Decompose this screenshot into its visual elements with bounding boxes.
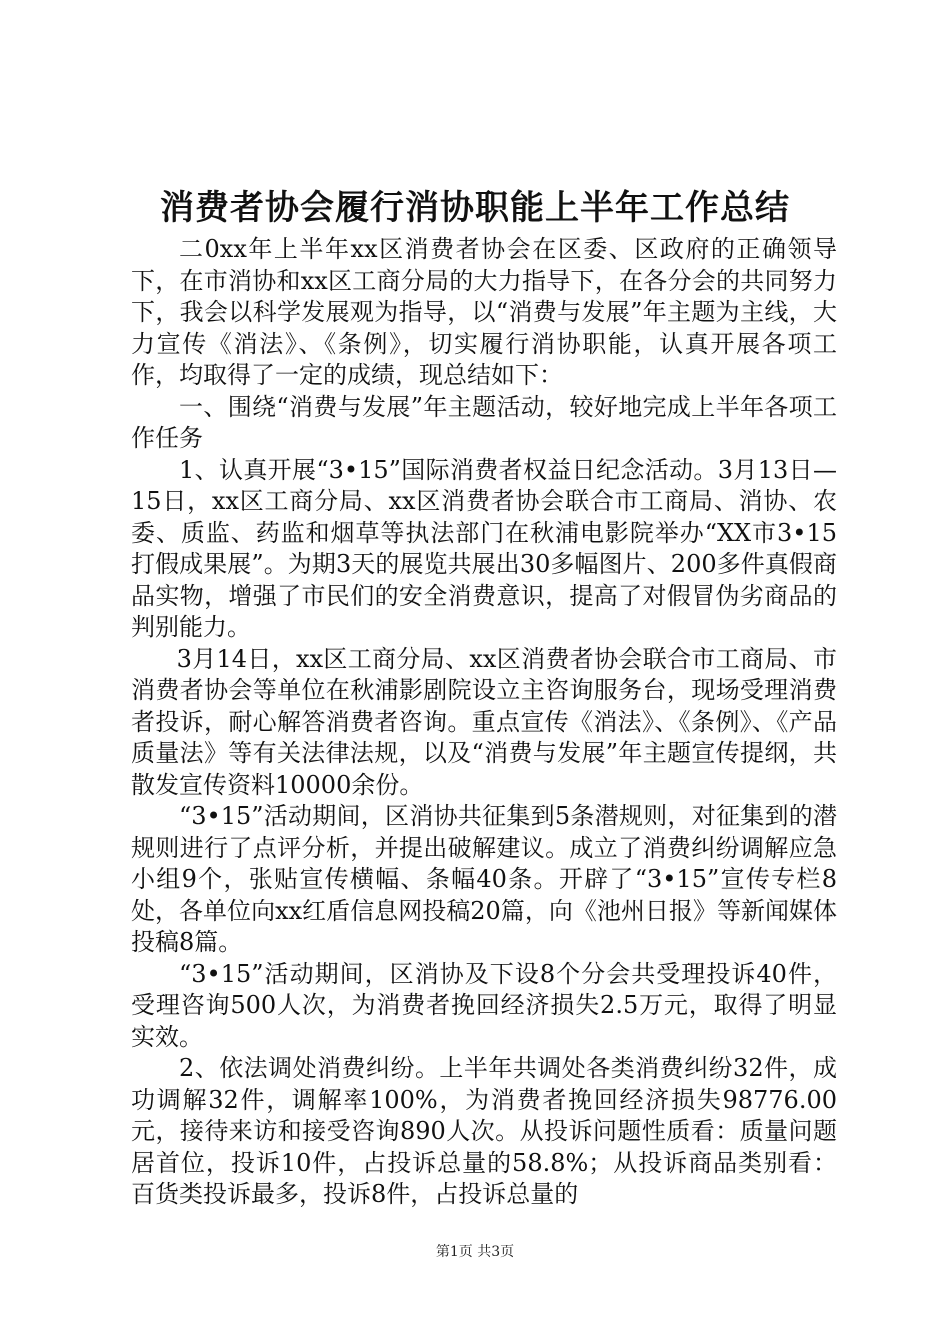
paragraph-march-14: 3月14日，xx区工商分局、xx区消费者协会联合市工商局、市消费者协会等单位在秋浦影剧院设立主咨询服务台，现场受理消费者投诉，耐心解答消费者咨询。重点宣传《消法》、《条例》、《产品质量法》等有关法律法规，以及“消费与发展”年主题宣传提纲，共散发宣传资料10000余份。 xyxy=(131,644,837,799)
page-number: 第1页 共3页 xyxy=(435,1244,515,1260)
paragraph-rules: “3•15”活动期间，区消协共征集到5条潜规则，对征集到的潜规则进行了点评分析，并提出破解建议。成立了消费纠纷调解应急小组9个，张贴宣传横幅、条幅40条。开辟了“3•15”宣传专栏8处，各单位向xx红盾信息网投稿20篇，向《池州日报》等新闻媒体投稿8篇。 xyxy=(131,802,837,956)
document-title: 消费者协会履行消协职能上半年工作总结 xyxy=(160,188,790,228)
paragraph-complaints: “3•15”活动期间，区消协及下设8个分会共受理投诉40件，受理咨询500人次，为消费者挽回经济损失2.5万元，取得了明显实效。 xyxy=(131,959,837,1051)
paragraph-intro: 二0xx年上半年xx区消费者协会在区委、区政府的正确领导下，在市消协和xx区工商分局的大力指导下，在各分会的共同努力下，我会以科学发展观为指导，以“消费与发展”年主题为主线，大力宣传《消法》、《条例》，切实履行消协职能，认真开展各项工作，均取得了一定的成绩，现总结如下： xyxy=(131,235,837,389)
document-body xyxy=(131,234,837,1211)
paragraph-section-heading: 一、围绕“消费与发展”年主题活动，较好地完成上半年各项工作任务 xyxy=(131,392,837,452)
paragraph-item-1: 1、认真开展“3•15”国际消费者权益日纪念活动。3月13日—15日，xx区工商分局、xx区消费者协会联合市工商局、消协、农委、质监、药监和烟草等执法部门在秋浦电影院举办“XX市3•15打假成果展”。为期3天的展览共展出30多幅图片、200多件真假商品实物，增强了市民们的安全消费意识，提高了对假冒伪劣商品的判别能力。 xyxy=(131,455,837,641)
paragraph-item-2: 2、依法调处消费纠纷。上半年共调处各类消费纠纷32件，成功调解32件，调解率100%，为消费者挽回经济损失98776.00元，接待来访和接受咨询890人次。从投诉问题性质看：质量问题居首位，投诉10件，占投诉总量的58.8%；从投诉商品类别看：百货类投诉最多，投诉8件，占投诉总量的 xyxy=(131,1054,837,1208)
